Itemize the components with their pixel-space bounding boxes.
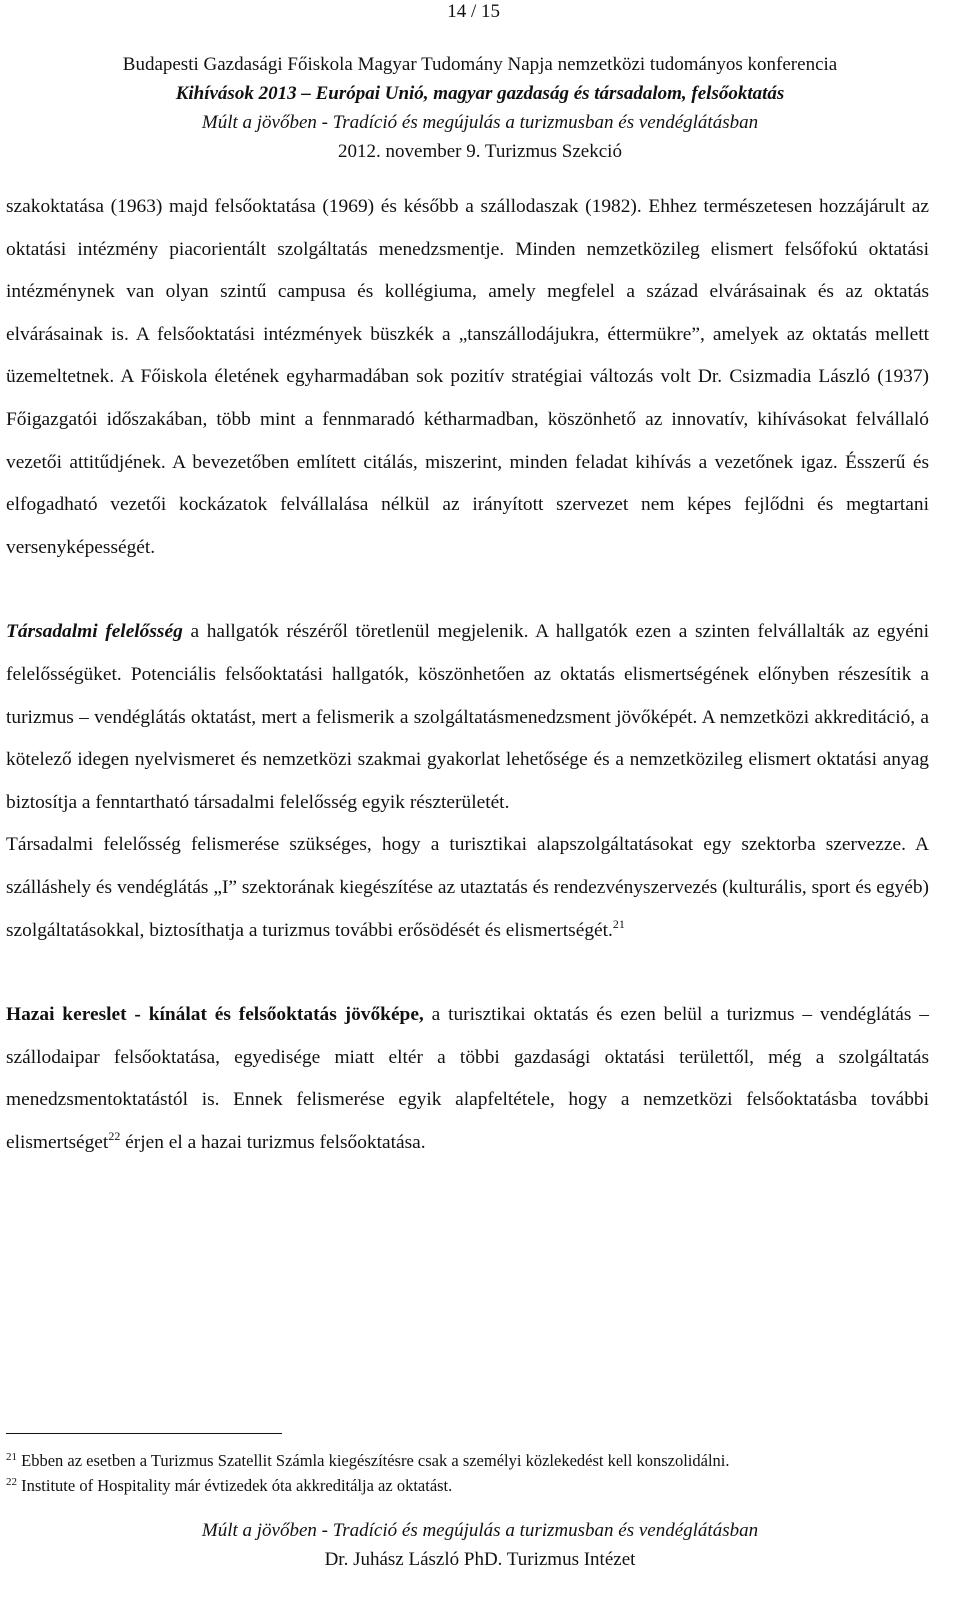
paragraph-4 xyxy=(6,994,929,1164)
footnote-number: 22 xyxy=(6,1476,17,1488)
paragraph-4-lead: Hazai kereslet - kínálat és felsőoktatás jövőképe, xyxy=(6,1004,424,1026)
paragraph-4-end: érjen el a hazai turizmus felsőoktatása. xyxy=(120,1131,426,1153)
paragraph-2 xyxy=(6,611,929,824)
footnotes xyxy=(6,1448,936,1498)
header-theme: Kihívások 2013 – Európai Unió, magyar gazdaság és társadalom, felsőoktatás xyxy=(175,83,785,104)
footnote-text: Ebben az esetben a Turizmus Szatellit Számla kiegészítésre csak a személyi közlekedést kell konszolidálni. xyxy=(17,1451,730,1470)
header-date-section: 2012. november 9. Turizmus Szekció xyxy=(338,141,622,162)
footnote-text: Institute of Hospitality már évtizedek óta akkreditálja az oktatást. xyxy=(17,1476,453,1495)
footnote-ref-21[interactable]: 21 xyxy=(612,916,625,931)
footer-title: Múlt a jövőben - Tradíció és megújulás a turizmusban és vendéglátásban xyxy=(201,1520,759,1541)
footnote-ref-22[interactable]: 22 xyxy=(108,1128,121,1143)
paragraph-2-text: a hallgatók részéről töretlenül megjelenik. A hallgatók ezen a szinten felvállalták az egyéni felelősségüket. Potenciális felsőoktatási hallgatók, köszönhetően az oktatás elismertségének előnyben részesítik a turizmus – vendéglátás oktatást, mert a felismerik a szolgáltatásmenedzsment jövőképét. A nemzetközi akkreditáció, a kötelező idegen nyelvismeret és nemzetközi szakmai gyakorlat lehetősége és a nemzetközileg elismert oktatási anyag biztosítja a fenntartható társadalmi felelősség egyik részterületét. xyxy=(6,621,929,813)
header-section-title: Múlt a jövőben - Tradíció és megújulás a turizmusban és vendéglátásban xyxy=(201,112,759,133)
paragraph-gap xyxy=(6,952,929,994)
footnote-22 xyxy=(6,1473,936,1498)
footnote-number: 21 xyxy=(6,1451,17,1463)
paragraph-gap xyxy=(6,569,929,611)
header-conference: Budapesti Gazdasági Főiskola Magyar Tudomány Napja nemzetközi tudományos konferencia xyxy=(122,54,838,75)
footnote-21 xyxy=(6,1448,936,1473)
page-footer xyxy=(0,1516,960,1574)
paragraph-1: szakoktatása (1963) majd felsőoktatása (1969) és később a szállodaszak (1982). Ehhez természetesen hozzájárult az oktatási intézmény piacorientált szolgáltatás menedzsmentje. Minden nemzetközileg elismert felsőfokú oktatási intézménynek van olyan szintű campusa és kollégiuma, amely megfelel a század elvárásainak és az oktatás elvárásainak is. A felsőoktatási intézmények büszkék a „tanszállodájukra, éttermükre”, amelyek az oktatás mellett üzemeltetnek. A Főiskola életének egyharmadában sok pozitív stratégiai változás volt Dr. Csizmadia László (1937) Főigazgatói időszakában, több mint a fennmaradó kétharmadban, köszönhető az innovatív, kihívásokat felvállaló vezetői attitűdjének. A bevezetőben említett citálás, miszerint, minden feladat kihívás a vezetőnek igaz. Ésszerű és elfogadható vezetői kockázatok felvállalása nélkül az irányított szervezet nem képes fejlődni és megtartani versenyképességét. xyxy=(6,196,929,558)
footnote-separator xyxy=(6,1433,282,1434)
page-number: 14 / 15 xyxy=(447,1,500,22)
paragraph-3 xyxy=(6,824,929,952)
document-body xyxy=(6,186,929,1164)
paragraph-4-text: a turisztikai oktatás és ezen belül a turizmus – vendéglátás – szállodaipar felsőoktatása, egyedisége miatt eltér a többi gazdasági oktatási területtől, még a szolgáltatás menedzsmentoktatástól is. Ennek felismerése egyik alapfeltétele, hogy a nemzetközi felsőoktatásba további elismertséget xyxy=(6,1004,929,1153)
paragraph-2-lead: Társadalmi felelősség xyxy=(6,621,183,643)
paragraph-3-text: Társadalmi felelősség felismerése szükséges, hogy a turisztikai alapszolgáltatásokat egy szektorba szervezze. A szálláshely és vendéglátás „I” szektorának kiegészítése az utaztatás és rendezvényszervezés (kulturális, sport és egyéb) szolgáltatásokkal, biztosíthatja a turizmus további erősödését és elismertségét. xyxy=(6,834,929,941)
page-header xyxy=(0,50,960,166)
footer-author: Dr. Juhász László PhD. Turizmus Intézet xyxy=(324,1549,636,1570)
